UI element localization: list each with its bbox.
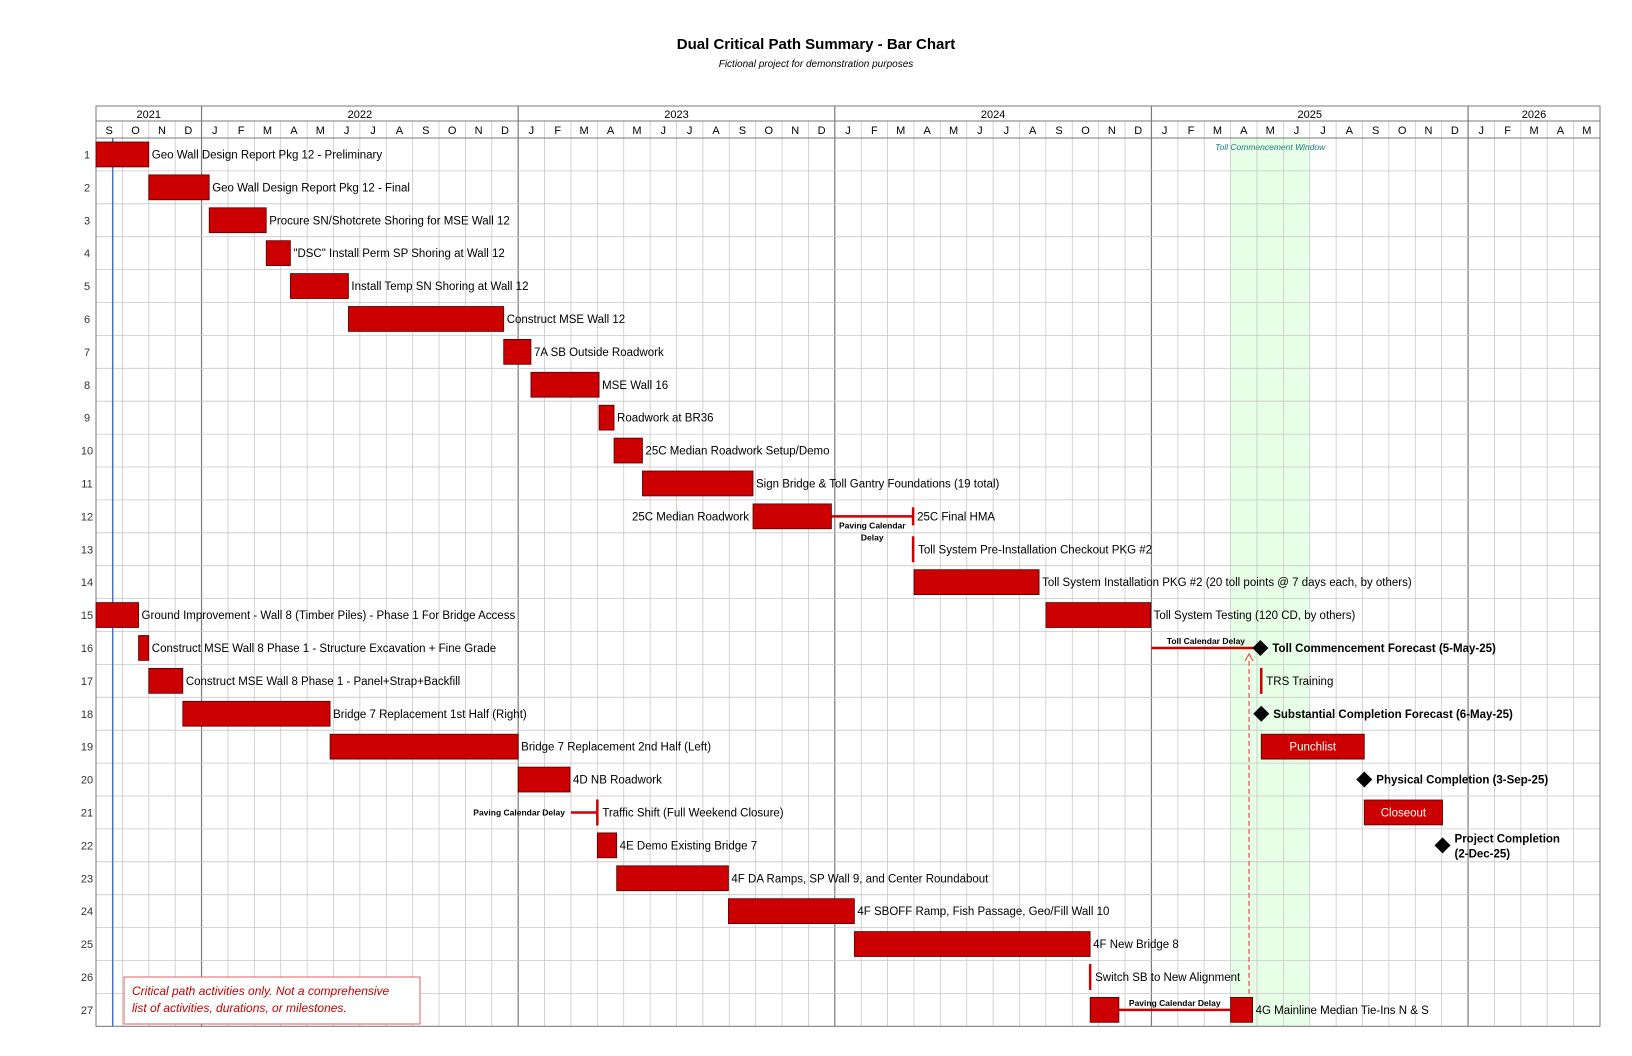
row-number: 27 <box>80 1004 94 1017</box>
month-label: S <box>738 125 747 137</box>
month-label: M <box>579 125 589 137</box>
activity-bar <box>1090 997 1119 1022</box>
month-label: S <box>1055 125 1063 137</box>
activity-label: Install Temp SN Shoring at Wall 12 <box>351 281 529 294</box>
activity-bar <box>139 636 149 661</box>
month-label: M <box>1582 125 1592 137</box>
month-label: O <box>1397 125 1407 137</box>
row-number: 14 <box>80 577 94 590</box>
month-label: J <box>1320 125 1326 137</box>
row-number: 11 <box>81 478 93 491</box>
row-number: 22 <box>80 840 94 853</box>
month-label: O <box>764 125 774 137</box>
activity-label: 4F DA Ramps, SP Wall 9, and Center Roundabout <box>731 873 989 886</box>
year-label: 2022 <box>347 109 373 121</box>
activity-bar <box>728 899 854 924</box>
activity-label: Roadwork at BR36 <box>617 412 714 425</box>
activity-bar <box>614 438 642 463</box>
year-label: 2024 <box>980 109 1006 121</box>
delay-label: Paving Calendar Delay <box>473 807 565 818</box>
month-label: D <box>1450 125 1459 137</box>
month-label: O <box>1081 125 1090 137</box>
month-label: J <box>1003 125 1010 137</box>
activity-label: MSE Wall 16 <box>602 379 669 392</box>
activity-bar <box>149 175 209 200</box>
month-label: O <box>131 125 140 137</box>
row-number: 3 <box>83 215 91 228</box>
activity-bar <box>290 274 348 299</box>
row-number: 26 <box>80 971 94 984</box>
activity-label: 25C Median Roadwork Setup/Demo <box>645 445 830 458</box>
row-number: 12 <box>80 511 94 524</box>
month-label: M <box>632 125 642 137</box>
row-number: 4 <box>83 248 91 261</box>
month-label: M <box>1529 125 1539 137</box>
row-number: 7 <box>83 346 91 359</box>
activity-bar <box>531 372 599 397</box>
milestone-label: Project Completion <box>1454 833 1560 846</box>
row-number: 21 <box>80 807 94 820</box>
activity-bar <box>504 339 531 364</box>
year-label: 2023 <box>664 109 689 121</box>
month-label: S <box>105 125 113 137</box>
month-label: A <box>290 125 298 137</box>
activity-label: "DSC" Install Perm SP Shoring at Wall 12 <box>293 248 505 261</box>
activity-bar <box>1231 997 1253 1022</box>
row-number: 10 <box>80 445 94 458</box>
activity-label: Toll System Pre-Installation Checkout PKG #2 <box>918 544 1153 557</box>
milestone-diamond <box>1435 837 1451 853</box>
month-label: D <box>1134 125 1143 137</box>
row-number: 17 <box>80 675 94 688</box>
activity-bar <box>209 208 266 233</box>
month-label: J <box>1161 125 1168 137</box>
activity-label: Construct MSE Wall 8 Phase 1 - Structure Excavation + Fine Grade <box>151 642 497 655</box>
note-text: Critical path activities only. Not a comprehensive <box>132 984 390 998</box>
month-label: D <box>184 125 193 137</box>
activity-label: Traffic Shift (Full Weekend Closure) <box>602 807 784 820</box>
row-number: 25 <box>80 939 94 952</box>
activity-label: 7A SB Outside Roadwork <box>533 346 664 359</box>
activity-bar <box>599 405 614 430</box>
month-label: M <box>262 125 273 137</box>
activity-label: Geo Wall Design Report Pkg 12 - Preliminary <box>151 149 383 162</box>
activity-bar <box>597 833 616 858</box>
row-number: 9 <box>83 412 91 425</box>
month-label: A <box>395 125 404 137</box>
month-label: J <box>845 125 851 137</box>
month-label: F <box>871 125 878 137</box>
activity-label: Geo Wall Design Report Pkg 12 - Final <box>212 182 410 195</box>
milestone-label: Toll Commencement Forecast (5-May-25) <box>1272 642 1496 655</box>
activity-bar <box>149 668 183 693</box>
activity-label: Switch SB to New Alignment <box>1095 971 1241 984</box>
activity-label: Procure SN/Shotcrete Shoring for MSE Wall 12 <box>269 215 510 228</box>
month-label: A <box>606 125 615 137</box>
month-label: A <box>1345 125 1354 137</box>
activity-label: 4G Mainline Median Tie-Ins N & S <box>1255 1004 1429 1017</box>
chart-subtitle: Fictional project for demonstration purposes <box>718 59 914 70</box>
activity-bar <box>1046 603 1151 628</box>
milestone-label: Substantial Completion Forecast (6-May-25) <box>1273 708 1513 721</box>
row-number: 20 <box>80 774 94 787</box>
month-label: A <box>1240 125 1248 137</box>
month-label: J <box>343 125 350 137</box>
month-label: M <box>948 125 959 137</box>
row-number: 24 <box>80 906 94 919</box>
chart-title: Dual Critical Path Summary - Bar Chart <box>676 36 956 53</box>
year-label: 2026 <box>1521 109 1547 121</box>
activity-label: TRS Training <box>1266 675 1334 688</box>
month-label: O <box>447 125 457 137</box>
activity-bar <box>854 932 1090 957</box>
activity-bar <box>753 504 831 529</box>
row-number: 5 <box>83 281 91 294</box>
month-label: J <box>660 125 667 137</box>
month-label: N <box>791 125 800 137</box>
month-label: F <box>1504 125 1512 137</box>
month-label: M <box>1265 125 1275 137</box>
activity-bar <box>348 307 503 332</box>
row-number: 13 <box>80 544 94 557</box>
month-label: N <box>474 125 483 137</box>
month-label: J <box>686 125 693 137</box>
month-label: M <box>1212 125 1222 137</box>
row-number: 18 <box>80 708 94 721</box>
activity-bar <box>617 866 729 891</box>
activity-label: 4E Demo Existing Bridge 7 <box>619 840 758 853</box>
month-label: A <box>712 125 720 137</box>
month-label: J <box>977 125 983 137</box>
activity-label: Toll System Testing (120 CD, by others) <box>1153 610 1356 623</box>
row-number: 19 <box>80 741 94 754</box>
delay-label: Paving Calendar Delay <box>1128 997 1221 1008</box>
year-label: 2025 <box>1297 109 1322 121</box>
year-label: 2021 <box>136 109 162 121</box>
month-label: J <box>528 125 535 137</box>
row-number: 16 <box>80 642 94 655</box>
activity-label: Bridge 7 Replacement 1st Half (Right) <box>333 708 527 721</box>
activity-bar <box>914 570 1039 595</box>
activity-label: 25C Final HMA <box>917 511 996 524</box>
activity-bar <box>96 142 149 167</box>
row-number: 23 <box>80 873 94 886</box>
row-number: 8 <box>83 379 91 392</box>
month-label: D <box>501 125 509 137</box>
activity-label: Toll System Installation PKG #2 (20 toll points @ 7 days each, by others) <box>1042 577 1412 590</box>
month-label: F <box>554 125 562 137</box>
activity-bar <box>642 471 753 496</box>
activity-label: Ground Improvement - Wall 8 (Timber Piles) - Phase 1 For Bridge Access <box>141 610 516 623</box>
activity-label: Construct MSE Wall 12 <box>506 313 626 326</box>
activity-label: 25C Median Roadwork <box>632 511 750 524</box>
month-label: N <box>1107 125 1116 137</box>
milestone-label: (2-Dec-25) <box>1454 848 1511 861</box>
activity-label: 4F SBOFF Ramp, Fish Passage, Geo/Fill Wall 10 <box>857 906 1110 919</box>
chart-frame <box>96 106 1600 1026</box>
row-number: 2 <box>83 182 91 195</box>
month-label: A <box>923 125 931 137</box>
note-text: list of activities, durations, or milestones. <box>132 1001 347 1015</box>
delay-label: Toll Calendar Delay <box>1166 635 1246 646</box>
activity-label: 4F New Bridge 8 <box>1093 939 1179 952</box>
activity-label: Sign Bridge & Toll Gantry Foundations (19 total) <box>756 478 1000 491</box>
activity-label: Punchlist <box>1289 741 1337 754</box>
month-label: J <box>1478 125 1485 137</box>
milestone-label: Physical Completion (3-Sep-25) <box>1376 774 1549 787</box>
row-number: 1 <box>83 149 91 162</box>
month-label: A <box>1029 125 1037 137</box>
activity-bar <box>96 603 139 628</box>
window-label: Toll Commencement Window <box>1215 142 1326 152</box>
month-label: F <box>237 125 245 137</box>
activity-bar <box>183 701 330 726</box>
delay-label: Delay <box>860 532 884 543</box>
activity-bar <box>330 734 518 759</box>
activity-label: Closeout <box>1380 807 1427 820</box>
month-label: N <box>157 125 166 137</box>
delay-label: Paving Calendar <box>838 520 906 531</box>
month-label: J <box>211 125 218 137</box>
month-label: S <box>422 125 430 137</box>
month-label: M <box>315 125 325 137</box>
month-label: F <box>1187 125 1195 137</box>
row-number: 15 <box>80 610 94 623</box>
activity-bar <box>266 241 290 266</box>
month-label: M <box>896 125 906 137</box>
month-label: J <box>370 125 376 137</box>
activity-label: Bridge 7 Replacement 2nd Half (Left) <box>521 741 712 754</box>
month-label: A <box>1556 125 1565 137</box>
activity-label: Construct MSE Wall 8 Phase 1 - Panel+Strap+Backfill <box>185 675 461 688</box>
month-label: N <box>1424 125 1433 137</box>
month-label: J <box>1293 125 1300 137</box>
row-number: 6 <box>83 313 91 326</box>
activity-label: 4D NB Roadwork <box>573 774 662 787</box>
month-label: D <box>817 125 826 137</box>
month-label: S <box>1372 125 1380 137</box>
activity-bar <box>518 767 570 792</box>
milestone-diamond <box>1356 772 1372 788</box>
